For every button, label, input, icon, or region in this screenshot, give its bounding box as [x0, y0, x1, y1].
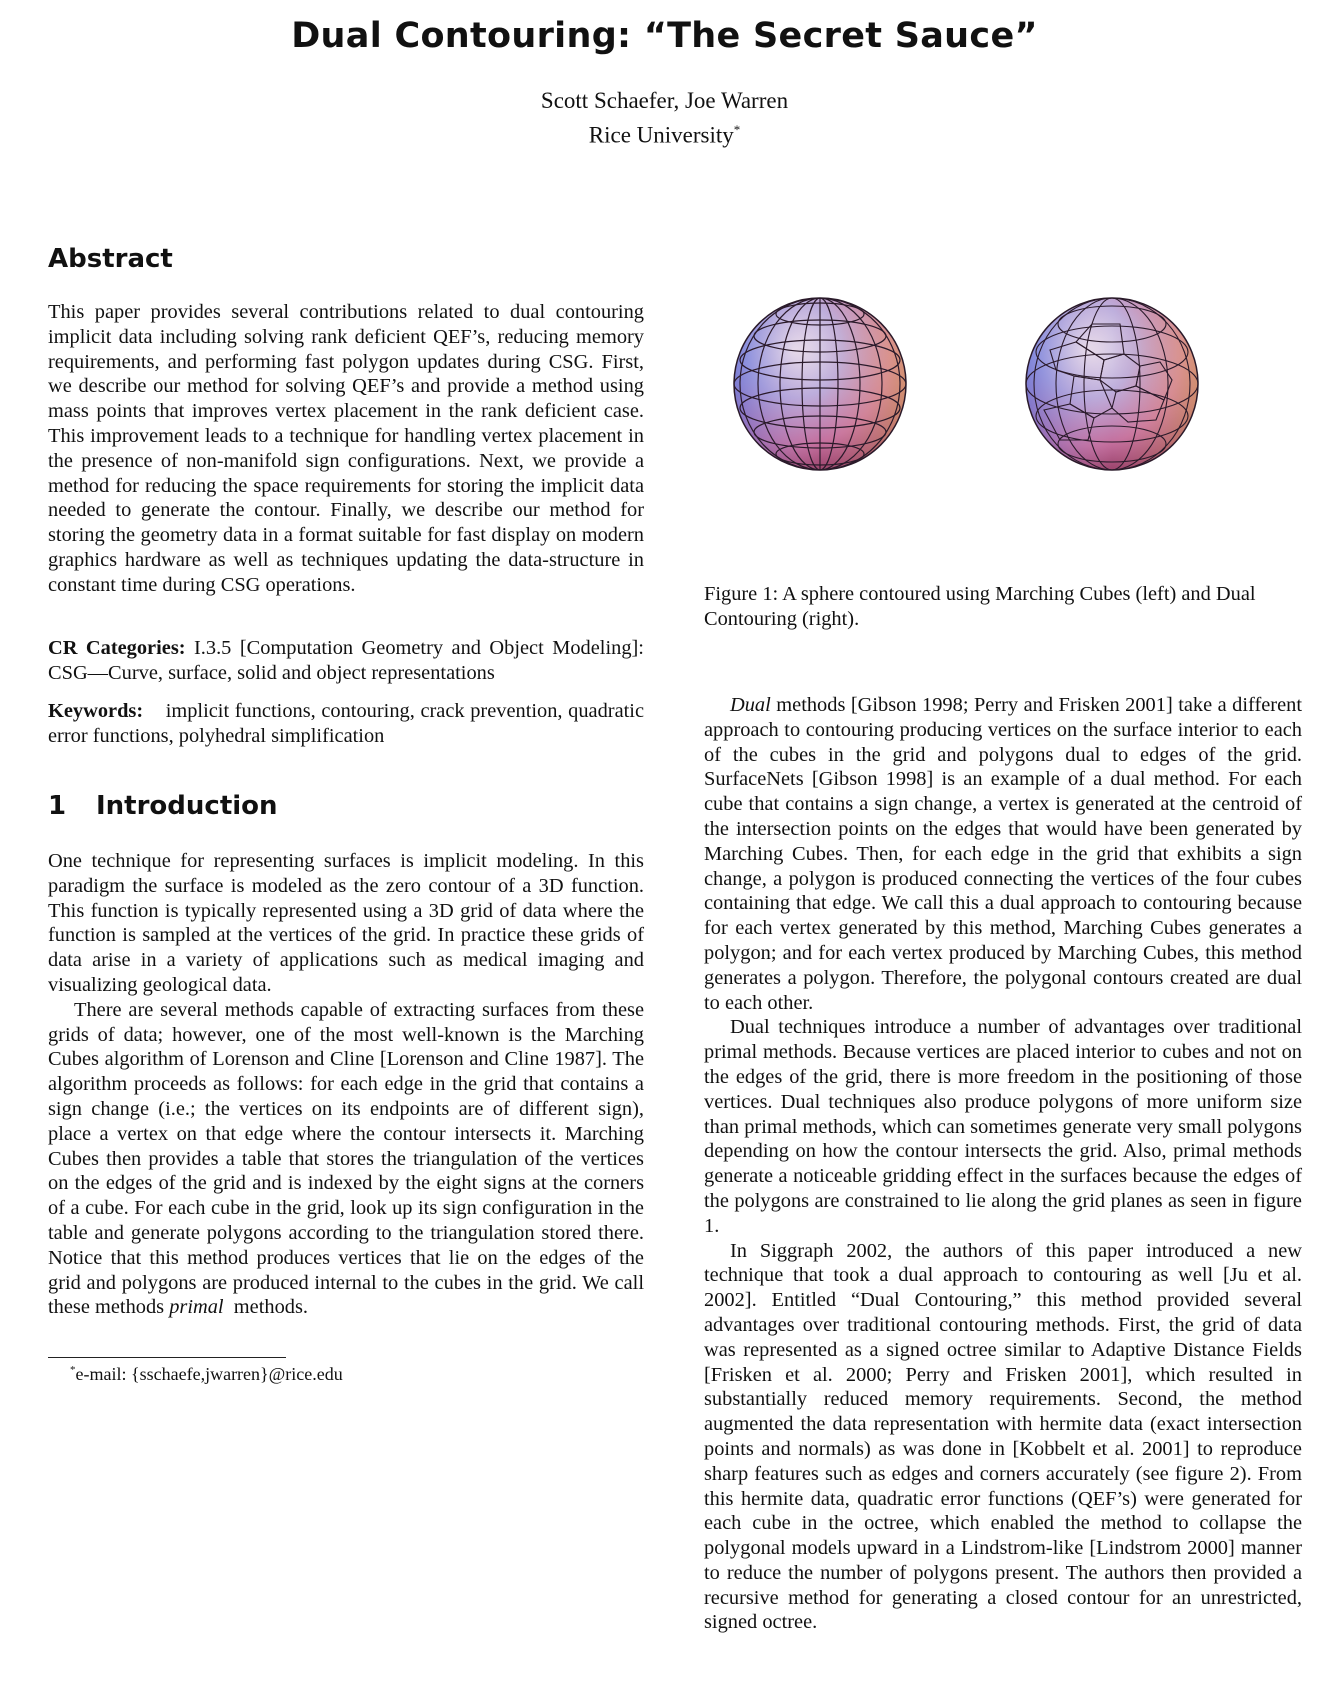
figure-caption	[704, 582, 1302, 632]
keywords-label: Keywords:	[48, 700, 144, 722]
right-paragraph-2: Dual techniques introduce a number of advantages over traditional primal methods. Because vertices are placed interior to cubes and not on the edges of the grid, there is more freedom in the positioning of those vertices. Dual techniques also produce polygons of more uniform size than primal methods, which can sometimes generate very small polygons depending on how the contour intersects the grid. Also, primal methods generate a noticeable gridding effect in the surfaces because the edges of the polygons are constrained to lie along the grid planes as seen in figure 1.	[704, 1016, 1302, 1237]
intro-paragraph-2: There are several methods capable of extracting surfaces from these grids of data; however, one of the most well-known is the Marching Cubes algorithm of Lorenson and Cline [Lorenson and Cline 1987]. The algorithm proceeds as follows: for each edge in the grid that contains a sign change (i.e.; the vertices on its endpoints are of different sign), place a vertex on that edge where the contour intersects it. Marching Cubes then provides a table that stores the triangulation of the vertices on the edges of the grid and is indexed by the eight signs at the corners of a cube. For each cube in the grid, look up its sign configuration in the table and generate polygons according to the triangulation stored there. Notice that this method produces vertices that lie on the edges of the grid and polygons are produced internal to the cubes in the grid. We call these methods primal methods.	[48, 998, 644, 1319]
affiliation	[0, 115, 1329, 150]
figure-caption-text: Figure 1: A sphere contoured using Marching Cubes (left) and Dual Contouring (right).	[704, 583, 1256, 630]
footnote	[70, 1364, 343, 1385]
cr-text: I.3.5 [Computation Geometry and Object Modeling]: CSG—Curve, surface, solid and object representations	[48, 637, 644, 684]
author-block	[0, 86, 1329, 150]
section-number: 1	[48, 791, 67, 821]
right-paragraph-1: Dual methods [Gibson 1998; Perry and Frisken 2001] take a different approach to contouring producing vertices on the surface interior to each of the cubes in the grid and polygons dual to edges of the grid. SurfaceNets [Gibson 1998] is an example of a dual method. For each cube that contains a sign change, a vertex is generated at the centroid of the intersection points on the edges that would have been generated by Marching Cubes. Then, for each edge in the grid that exhibits a sign change, a polygon is produced connecting the vertices of the four cubes containing that edge. We call this a dual approach to contouring because for each vertex generated by this method, Marching Cubes generates a polygon; and for each vertex produced by Marching Cubes, this method generates a polygon. Therefore, the polygonal contours created are dual to each other.	[704, 694, 1302, 1014]
paper-title: Dual Contouring: “The Secret Sauce”	[291, 16, 1038, 56]
cr-label: CR Categories:	[48, 637, 186, 659]
affiliation-footnote-mark: *	[733, 122, 741, 137]
keywords	[48, 699, 644, 749]
figure-1-image	[704, 290, 1302, 490]
dual-contouring-sphere	[1026, 298, 1198, 470]
abstract-heading: Abstract	[48, 244, 173, 274]
footnote-mark: *	[70, 1364, 76, 1376]
figure-1	[704, 290, 1302, 490]
right-paragraph-3: In Siggraph 2002, the authors of this paper introduced a new technique that took a dual approach to contouring as well [Ju et al. 2002]. Entitled “Dual Contouring,” this method provided several advantages over traditional contouring methods. First, the grid of data was represented as a signed octree similar to Adaptive Distance Fields [Frisken et al. 2000; Perry and Frisken 2001], which resulted in substantially reduced memory requirements. Second, the method augmented the data representation with hermite data (exact intersection points and normals) as was done in [Kobbelt et al. 2001] to reproduce sharp features such as edges and corners accurately (see figure 2). From this hermite data, quadratic error functions (QEF’s) were generated for each cube in the octree, which enabled the method to collapse the polygonal models upward in a Lindstrom-like [Lindstrom 2000] manner to reduce the number of polygons present. The authors then provided a recursive method for generating a closed contour for an unrestricted, signed octree.	[704, 1239, 1302, 1634]
author-names: Scott Schaefer, Joe Warren	[540, 88, 789, 113]
abstract-body	[48, 300, 644, 598]
intro-heading	[48, 791, 278, 821]
intro-body	[48, 849, 644, 1320]
footnote-text: e-mail: {sschaefe,jwarren}@rice.edu	[75, 1364, 343, 1384]
section-title: Introduction	[96, 791, 278, 821]
abstract-text: This paper provides several contributions related to dual contouring implicit data including solving rank deficient QEF’s, reducing memory requirements, and performing fast polygon updates during CSG. First, we describe our method for solving QEF’s and provide a method using mass points that improves vertex placement in the rank deficient case. This improvement leads to a technique for handling vertex placement in the presence of non-manifold sign configurations. Next, we provide a method for reducing the space requirements for storing the implicit data needed to generate the contour. Finally, we describe our method for storing the geometry data in a format suitable for fast display on modern graphics hardware as well as techniques updating the data-structure in constant time during CSG operations.	[48, 301, 644, 596]
footnote-rule	[48, 1357, 286, 1358]
right-column-body	[704, 693, 1302, 1635]
affiliation-name: Rice University	[588, 122, 734, 148]
intro-paragraph-1: One technique for representing surfaces is implicit modeling. In this paradigm the surface is modeled as the zero contour of a 3D function. This function is typically represented using a 3D grid of data where the function is sampled at the vertices of the grid. In practice these grids of data arise in a variety of applications such as medical imaging and visualizing geological data.	[48, 850, 644, 996]
marching-cubes-sphere	[734, 298, 906, 470]
keywords-text: implicit functions, contouring, crack prevention, quadratic error functions, polyhedral simplification	[48, 700, 644, 747]
cr-categories	[48, 636, 644, 686]
